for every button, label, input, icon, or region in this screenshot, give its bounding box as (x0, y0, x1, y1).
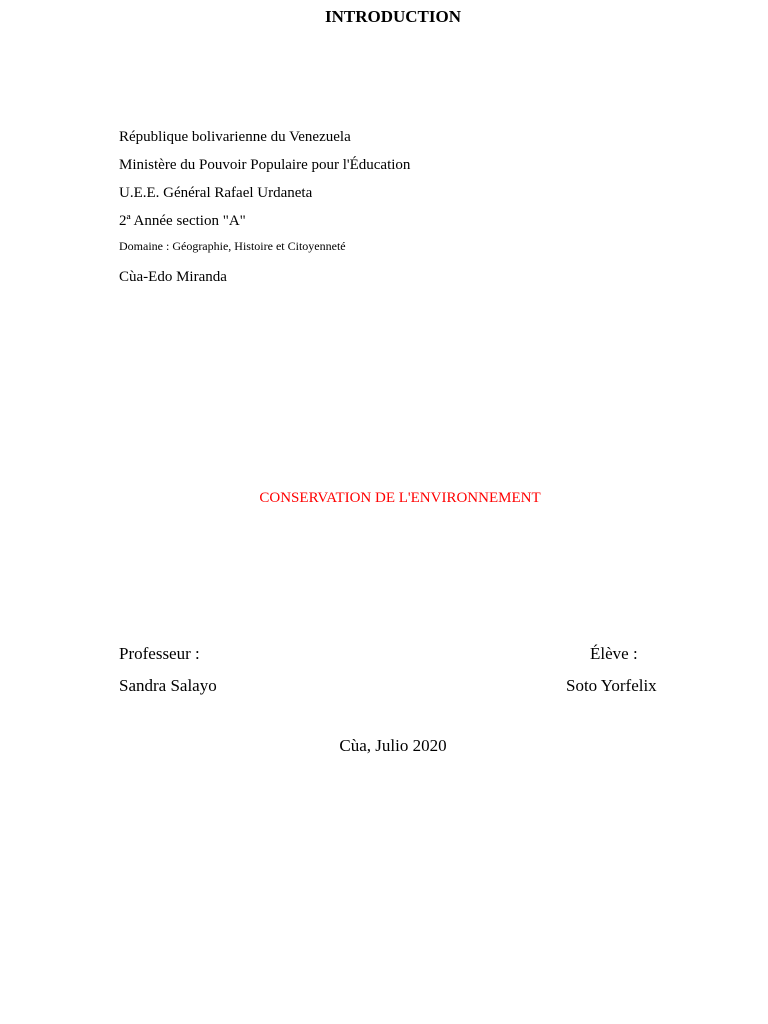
header-line-location: Cùa-Edo Miranda (119, 269, 227, 285)
document-title: CONSERVATION DE L'ENVIRONNEMENT (259, 490, 541, 506)
header-line-republic: République bolivarienne du Venezuela (119, 129, 351, 145)
place-and-date: Cùa, Julio 2020 (339, 736, 447, 755)
professor-label: Professeur : (119, 644, 200, 663)
header-line-ministry: Ministère du Pouvoir Populaire pour l'Éducation (119, 157, 411, 173)
professor-name: Sandra Salayo (119, 676, 217, 695)
page-title: INTRODUCTION (324, 7, 462, 26)
header-line-school: U.E.E. Général Rafael Urdaneta (119, 185, 313, 201)
student-label: Élève : (590, 644, 638, 663)
student-name: Soto Yorfelix (566, 676, 657, 695)
header-line-grade: 2ª Année section "A" (119, 213, 246, 229)
header-line-domain: Domaine : Géographie, Histoire et Citoyenneté (119, 239, 346, 253)
